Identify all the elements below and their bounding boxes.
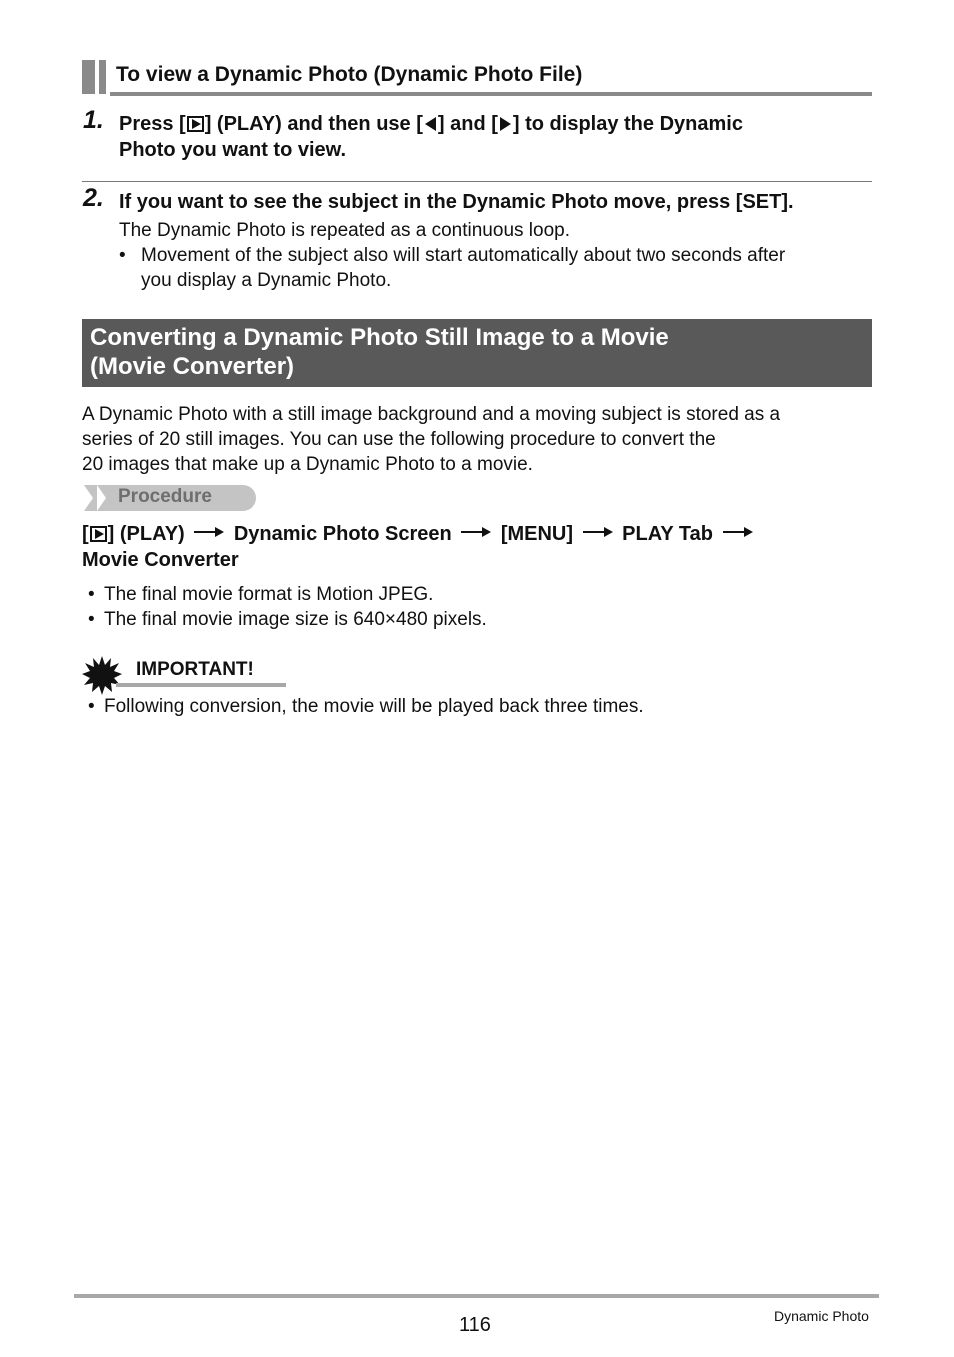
arrow-right-icon <box>723 527 753 537</box>
path-step: [MENU] <box>500 523 574 545</box>
list-item-text: The final movie format is Motion JPEG. <box>104 584 434 605</box>
left-arrow-icon <box>425 117 436 131</box>
important-underline <box>116 683 286 687</box>
important-callout <box>82 655 286 693</box>
heading-bar <box>99 60 106 94</box>
intro-line: A Dynamic Photo with a still image background and a moving subject is stored as a <box>82 404 781 425</box>
bullet: • <box>88 696 95 717</box>
step-divider <box>82 181 872 182</box>
important-label: IMPORTANT! <box>136 659 254 680</box>
step-number: 1. <box>83 106 104 134</box>
bullet: • <box>88 609 95 630</box>
procedure-label <box>84 485 256 511</box>
path-step: PLAY Tab <box>622 523 713 545</box>
step-1-text-a: Press [ <box>119 113 186 135</box>
chevron-right-icon <box>97 485 106 511</box>
step-1-text-d: ] to display the Dynamic <box>512 113 743 135</box>
intro-paragraph <box>82 402 872 477</box>
bullet: • <box>119 245 126 266</box>
path-play: ] (PLAY) <box>107 523 185 545</box>
play-icon <box>187 116 204 132</box>
path-bracket: [ <box>82 523 89 545</box>
arrow-right-icon <box>583 527 613 537</box>
step-1-text-line2: Photo you want to view. <box>119 139 347 161</box>
banner-title-line2: (Movie Converter) <box>90 353 295 380</box>
chevron-right-icon <box>84 485 93 511</box>
list-item <box>119 243 879 293</box>
procedure-label-text: Procedure <box>118 486 212 507</box>
section-title: To view a Dynamic Photo (Dynamic Photo File) <box>116 63 583 86</box>
step-number: 2. <box>83 184 104 212</box>
step-1-text-b: ] (PLAY) and then use [ <box>204 113 423 135</box>
play-icon <box>90 526 107 542</box>
section-heading <box>82 58 872 98</box>
arrow-right-icon <box>194 527 224 537</box>
chapter-banner <box>82 319 872 387</box>
procedure-path <box>82 521 872 573</box>
step-1-text <box>119 111 879 163</box>
list-item <box>88 694 644 719</box>
page-number: 116 <box>459 1314 491 1336</box>
list-item-text: Following conversion, the movie will be played back three times. <box>104 696 644 717</box>
step-2-text: If you want to see the subject in the Dynamic Photo move, press [SET]. <box>119 191 794 213</box>
step-1-text-c: ] and [ <box>437 113 498 135</box>
chapter-label: Dynamic Photo <box>774 1308 869 1324</box>
footer-rule <box>74 1294 879 1298</box>
intro-line: 20 images that make up a Dynamic Photo to a movie. <box>82 454 533 475</box>
heading-bar <box>82 60 95 94</box>
starburst-icon <box>82 655 122 695</box>
list-item <box>88 607 487 632</box>
banner-title-line1: Converting a Dynamic Photo Still Image to a Movie <box>90 324 669 351</box>
list-item-text: you display a Dynamic Photo. <box>141 270 392 291</box>
intro-line: series of 20 still images. You can use the following procedure to convert the <box>82 429 716 450</box>
arrow-right-icon <box>461 527 491 537</box>
list-item-text: The final movie image size is 640×480 pixels. <box>104 609 487 630</box>
bullet: • <box>88 584 95 605</box>
heading-underline <box>110 92 872 96</box>
banner-title <box>90 323 669 381</box>
list-item-text: Movement of the subject also will start automatically about two seconds after <box>141 245 786 266</box>
path-step: Dynamic Photo Screen <box>233 523 452 545</box>
path-step: Movie Converter <box>82 549 239 571</box>
right-arrow-icon <box>500 117 511 131</box>
step-2-body: The Dynamic Photo is repeated as a continuous loop. <box>119 220 570 241</box>
list-item <box>88 582 433 607</box>
